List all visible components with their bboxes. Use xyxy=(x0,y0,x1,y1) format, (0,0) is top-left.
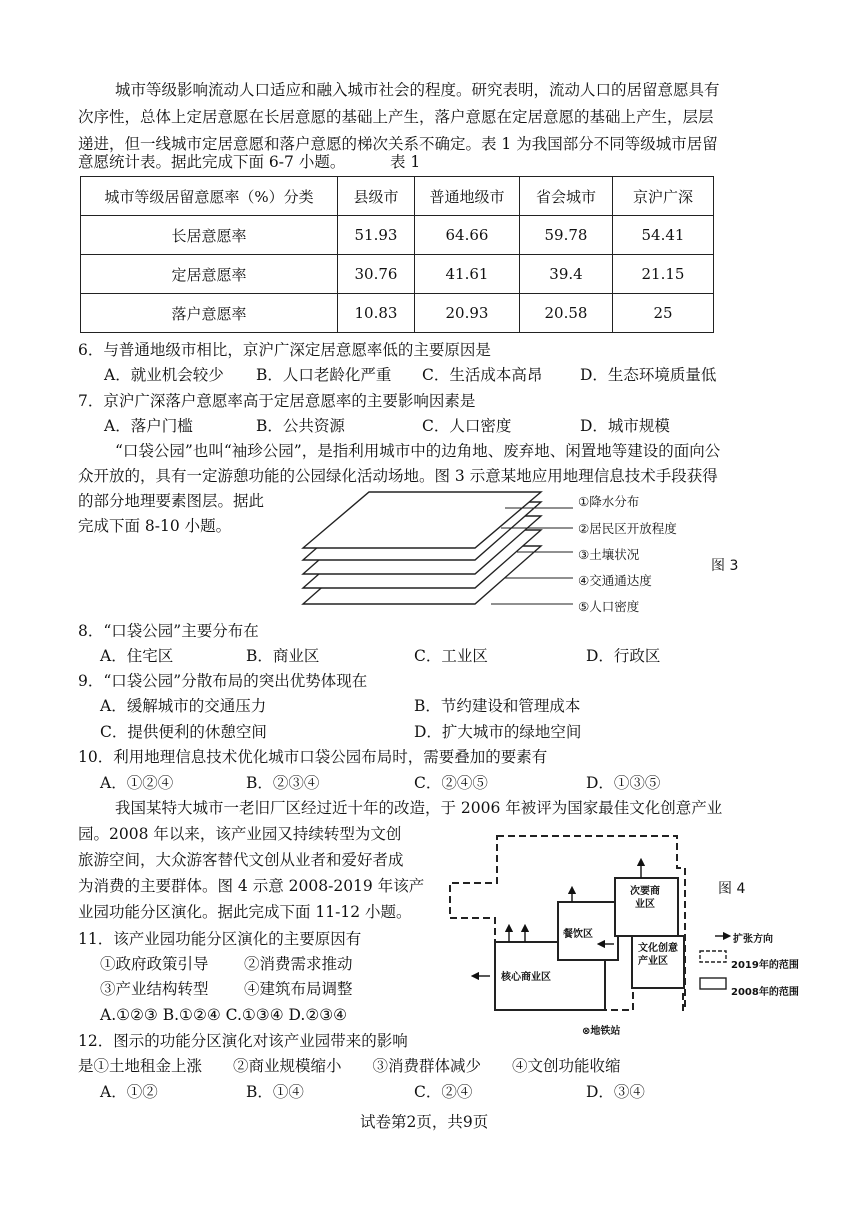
intro3-line-2: 园。2008 年以来，该产业园又持续转型为文创 xyxy=(78,825,402,843)
table-cell: 64.66 xyxy=(415,216,520,255)
q9-option-c[interactable]: C．提供便利的休憩空间 xyxy=(100,723,267,741)
layer-label-1: ①降水分布 xyxy=(578,494,640,509)
zone-label-dining: 餐饮区 xyxy=(563,929,593,940)
table-cell: 10.83 xyxy=(338,294,415,333)
q7-option-b[interactable]: B．公共资源 xyxy=(256,417,345,435)
intro3-line-4: 为消费的主要群体。图 4 示意 2008-2019 年该产 xyxy=(78,877,425,895)
q12-option-c[interactable]: C．②④ xyxy=(414,1083,473,1101)
q10-option-d[interactable]: D．①③⑤ xyxy=(586,774,661,792)
q10-option-a[interactable]: A．①②④ xyxy=(100,774,174,792)
table-cell: 30.76 xyxy=(338,255,415,294)
table-cell: 54.41 xyxy=(613,216,714,255)
intro1-line-4: 意愿统计表。据此完成下面 6-7 小题。 xyxy=(78,153,346,171)
intro3-line-1: 我国某特大城市一老旧厂区经过近十年的改造，于 2006 年被评为国家最佳文化创意产业 xyxy=(115,799,723,817)
q9-option-a[interactable]: A．缓解城市的交通压力 xyxy=(100,697,267,715)
intro1-line-3: 递进，但一线城市定居意愿和落户意愿的梯次关系不确定。表 1 为我国部分不同等级城市居留 xyxy=(78,135,718,153)
table-cell: 21.15 xyxy=(613,255,714,294)
q8-option-c[interactable]: C．工业区 xyxy=(414,647,488,665)
legend-label-2008: 2008年的范围 xyxy=(731,987,799,998)
intro3-line-5: 业园功能分区演化。据此完成下面 11-12 小题。 xyxy=(78,903,412,921)
table-header-row xyxy=(81,177,714,216)
figure-4-caption: 图 4 xyxy=(718,881,746,897)
q8-stem: 8．“口袋公园”主要分布在 xyxy=(78,622,259,640)
q8-option-a[interactable]: A．住宅区 xyxy=(100,647,174,665)
table-cell: 25 xyxy=(613,294,714,333)
layer-label-5: ⑤人口密度 xyxy=(578,599,640,614)
table-cell: 20.58 xyxy=(520,294,613,333)
table-label: 表 1 xyxy=(390,153,421,171)
table-header-cell: 京沪广深 xyxy=(613,177,714,216)
q12-option-a[interactable]: A．①② xyxy=(100,1083,158,1101)
q11-options[interactable]: A.①②③ B.①②④ C.①③④ D.②③④ xyxy=(100,1006,348,1024)
legend-label-expansion: 扩张方向 xyxy=(733,934,773,945)
q8-option-d[interactable]: D．行政区 xyxy=(586,647,661,665)
legend-solid-box xyxy=(700,978,726,989)
q8-option-b[interactable]: B．商业区 xyxy=(246,647,320,665)
q12-option-d[interactable]: D．③④ xyxy=(586,1083,645,1101)
layer-stack-figure xyxy=(295,488,585,620)
table-cell: 长居意愿率 xyxy=(81,216,338,255)
table-row xyxy=(81,216,714,255)
q10-stem: 10．利用地理信息技术优化城市口袋公园布局时，需要叠加的要素有 xyxy=(78,748,548,766)
zone-label-cultural: 文化创意产业区 xyxy=(638,943,678,967)
table-cell: 51.93 xyxy=(338,216,415,255)
table-row xyxy=(81,255,714,294)
table-cell: 定居意愿率 xyxy=(81,255,338,294)
q11-item-4: ④建筑布局调整 xyxy=(244,980,353,998)
residence-intention-table xyxy=(80,176,714,333)
q6-stem: 6．与普通地级市相比，京沪广深定居意愿率低的主要原因是 xyxy=(78,341,491,359)
q11-item-2: ②消费需求推动 xyxy=(244,955,353,973)
intro2-line-4: 完成下面 8-10 小题。 xyxy=(78,517,232,535)
page-footer: 试卷第2页，共9页 xyxy=(360,1113,489,1131)
intro3-line-3: 旅游空间，大众游客替代文创从业者和爱好者成 xyxy=(78,851,404,869)
table-header-cell: 省会城市 xyxy=(520,177,613,216)
q6-option-b[interactable]: B．人口老龄化严重 xyxy=(256,366,392,384)
intro2-line-1: “口袋公园”也叫“袖珍公园”，是指利用城市中的边角地、废弃地、闲置地等建设的面向公 xyxy=(115,442,721,460)
table-row xyxy=(81,294,714,333)
intro2-line-3: 的部分地理要素图层。据此 xyxy=(78,492,265,510)
q6-option-a[interactable]: A．就业机会较少 xyxy=(104,366,224,384)
q6-option-c[interactable]: C．生活成本高昂 xyxy=(422,366,543,384)
layer-label-3: ③土壤状况 xyxy=(578,547,640,562)
table-header-cell: 县级市 xyxy=(338,177,415,216)
q11-stem: 11．该产业园功能分区演化的主要原因有 xyxy=(78,930,362,948)
q9-option-d[interactable]: D．扩大城市的绿地空间 xyxy=(414,723,582,741)
q10-option-b[interactable]: B．②③④ xyxy=(246,774,320,792)
table-cell: 59.78 xyxy=(520,216,613,255)
legend-dashed-box xyxy=(700,951,726,962)
table-cell: 39.4 xyxy=(520,255,613,294)
table-cell: 落户意愿率 xyxy=(81,294,338,333)
q7-stem: 7．京沪广深落户意愿率高于定居意愿率的主要影响因素是 xyxy=(78,392,476,410)
intro2-line-2: 众开放的，具有一定游憩功能的公园绿化活动场地。图 3 示意某地应用地理信息技术手段获得 xyxy=(78,467,718,485)
metro-station-label: ⊗地铁站 xyxy=(582,1026,621,1037)
intro1-line-2: 次序性，总体上定居意愿在长居意愿的基础上产生，落户意愿在定居意愿的基础上产生，层层 xyxy=(78,108,714,126)
q7-option-c[interactable]: C．人口密度 xyxy=(422,417,512,435)
legend-label-2019: 2019年的范围 xyxy=(731,960,799,971)
q11-item-3: ③产业结构转型 xyxy=(100,980,209,998)
figure-3-caption: 图 3 xyxy=(711,558,739,574)
q11-item-1: ①政府政策引导 xyxy=(100,955,209,973)
q9-option-b[interactable]: B．节约建设和管理成本 xyxy=(414,697,581,715)
q7-option-a[interactable]: A．落户门槛 xyxy=(104,417,193,435)
intro1-line-1: 城市等级影响流动人口适应和融入城市社会的程度。研究表明，流动人口的居留意愿具有 xyxy=(115,81,720,99)
q6-option-d[interactable]: D．生态环境质量低 xyxy=(580,366,717,384)
q9-stem: 9．“口袋公园”分散布局的突出优势体现在 xyxy=(78,672,368,690)
zone-label-secondary: 次要商业区 xyxy=(630,886,660,910)
table-header-cell: 城市等级居留意愿率（%）分类 xyxy=(81,177,338,216)
table-cell: 20.93 xyxy=(415,294,520,333)
q12-stem-line-1: 12．图示的功能分区演化对该产业园带来的影响 xyxy=(78,1032,408,1050)
zone-label-core: 核心商业区 xyxy=(501,972,551,983)
q12-stem-line-2: 是①土地租金上涨 ②商业规模缩小 ③消费群体减少 ④文创功能收缩 xyxy=(78,1057,621,1075)
table-header-cell: 普通地级市 xyxy=(415,177,520,216)
q10-option-c[interactable]: C．②④⑤ xyxy=(414,774,488,792)
q7-option-d[interactable]: D．城市规模 xyxy=(580,417,670,435)
q12-option-b[interactable]: B．①④ xyxy=(246,1083,304,1101)
table-cell: 41.61 xyxy=(415,255,520,294)
layer-label-4: ④交通通达度 xyxy=(578,573,652,588)
layer-label-2: ②居民区开放程度 xyxy=(578,521,677,536)
